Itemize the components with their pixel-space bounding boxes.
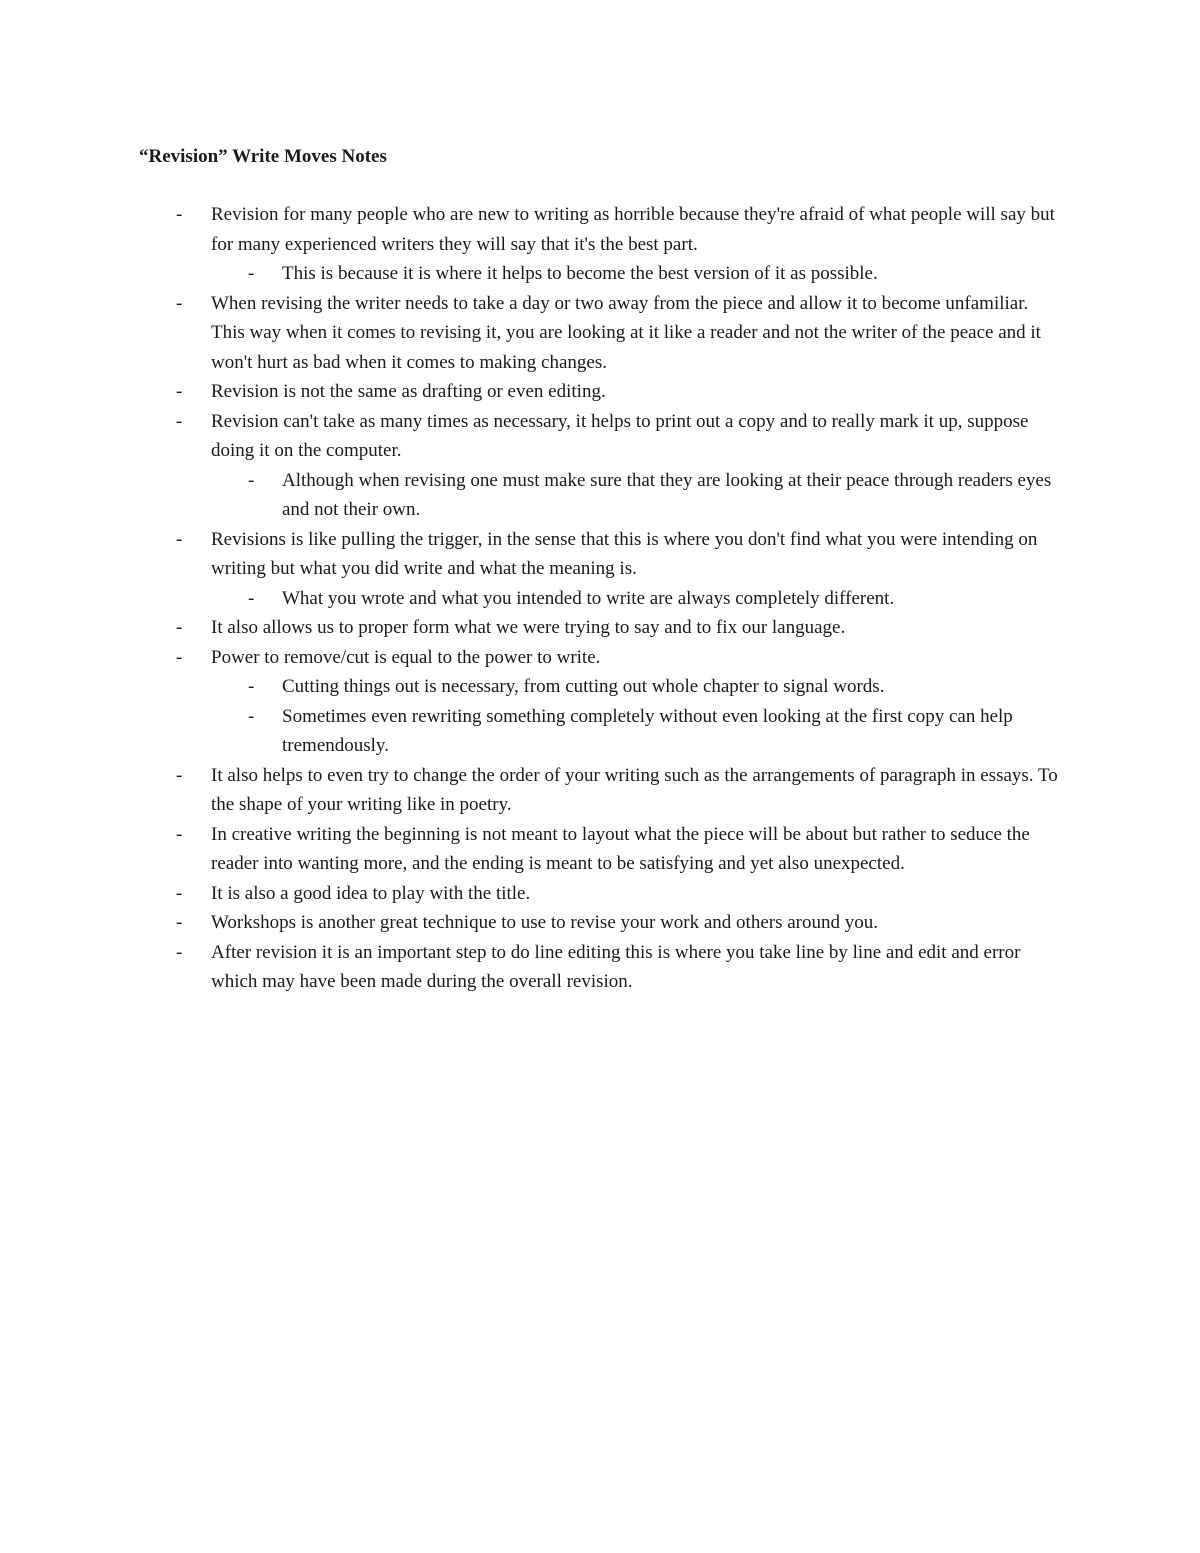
bullet-dash: -: [176, 882, 183, 904]
bullet-dash: -: [176, 941, 183, 963]
bullet-dash: -: [176, 646, 183, 668]
list-item-text: Although when revising one must make sure that they are looking at their peace through readers eyes and not their own.: [282, 469, 1052, 520]
bullet-dash: -: [248, 263, 255, 284]
bullet-dash: -: [248, 587, 255, 609]
list-item-text: It also allows us to proper form what we were trying to say and to fix our language.: [211, 617, 846, 638]
bullet-dash: -: [176, 410, 183, 432]
list-item-text: In creative writing the beginning is not meant to layout what the piece will be about but rather to seduce the reader into wanting more, and the ending is meant to be satisfying and yet also unexpected.: [211, 823, 1030, 874]
bullet-dash: -: [176, 292, 183, 314]
sub-list-item: [0, 672, 1061, 702]
sub-list-item: [0, 466, 1061, 525]
bullet-dash: -: [248, 469, 255, 491]
list-item: [0, 407, 1061, 466]
list-item: [0, 761, 1061, 820]
bullet-dash: -: [176, 764, 183, 786]
list-item-text: Workshops is another great technique to use to revise your work and others around you.: [211, 912, 879, 933]
list-item-text: Sometimes even rewriting something completely without even looking at the first copy can help tremendously.: [282, 705, 1013, 756]
document-title: “Revision” Write Moves Notes: [139, 146, 387, 167]
list-item-text: It is also a good idea to play with the title.: [211, 882, 531, 904]
list-item: [0, 377, 1061, 407]
list-item-text: This is because it is where it helps to become the best version of it as possible.: [282, 263, 878, 284]
list-item: [0, 879, 1061, 909]
sub-list-item: [0, 259, 1061, 289]
bullet-dash: -: [248, 705, 255, 727]
sub-list-item: [0, 584, 1061, 614]
list-item: [0, 643, 1061, 673]
notes-list: [0, 200, 1200, 997]
list-item-text: Revisions is like pulling the trigger, in the sense that this is where you don't find what you were intending on writing but what you did write and what the meaning is.: [211, 528, 1038, 579]
list-item-text: Revision for many people who are new to writing as horrible because they're afraid of what people will say but for many experienced writers they will say that it's the best part.: [211, 204, 1055, 255]
bullet-dash: -: [176, 204, 183, 225]
list-item: [0, 613, 1061, 643]
bullet-dash: -: [176, 617, 183, 638]
sub-list-item: [0, 702, 1061, 761]
list-item-text: After revision it is an important step to do line editing this is where you take line by line and edit and error which may have been made during the overall revision.: [211, 941, 1021, 992]
list-item-text: Revision can't take as many times as necessary, it helps to print out a copy and to really mark it up, suppose doing it on the computer.: [211, 410, 1029, 461]
list-item-text: When revising the writer needs to take a day or two away from the piece and allow it to become unfamiliar. This way when it comes to revising it, you are looking at it like a reader and not the writer of the peace and it won't hurt as bad when it comes to making changes.: [211, 292, 1041, 373]
list-item: [0, 820, 1061, 879]
bullet-dash: -: [248, 676, 255, 697]
list-item: [0, 525, 1061, 584]
list-item-text: Power to remove/cut is equal to the power to write.: [211, 646, 601, 668]
list-item-text: Revision is not the same as drafting or even editing.: [211, 381, 606, 402]
bullet-dash: -: [176, 528, 183, 550]
list-item: [0, 289, 1061, 378]
bullet-dash: -: [176, 381, 183, 402]
list-item-text: Cutting things out is necessary, from cutting out whole chapter to signal words.: [282, 676, 885, 697]
list-item: [0, 938, 1061, 997]
list-item: [0, 908, 1061, 938]
list-item: [0, 200, 1061, 259]
bullet-dash: -: [176, 912, 183, 933]
list-item-text: What you wrote and what you intended to write are always completely different.: [282, 587, 895, 609]
bullet-dash: -: [176, 823, 183, 845]
list-item-text: It also helps to even try to change the order of your writing such as the arrangements of paragraph in essays. To the shape of your writing like in poetry.: [211, 764, 1058, 815]
